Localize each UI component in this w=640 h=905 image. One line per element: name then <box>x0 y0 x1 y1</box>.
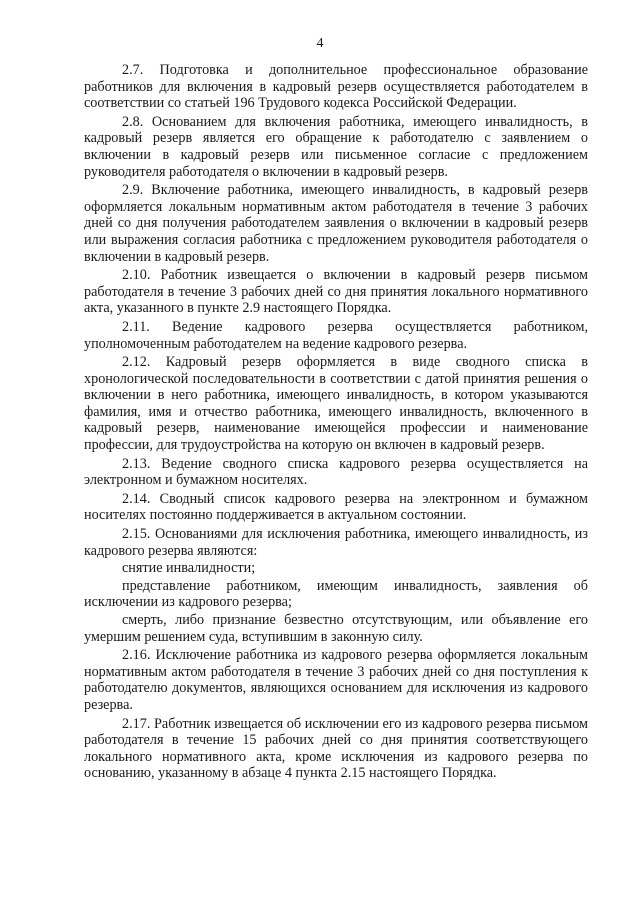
paragraph-2-10: 2.10. Работник извещается о включении в кадровый резерв письмом работодателя в течение 3 рабочих дней со дня принятия локального нормативного акта, указанного в пункте 2.9 настоящего Порядка. <box>84 267 588 317</box>
paragraph-2-12: 2.12. Кадровый резерв оформляется в виде сводного списка в хронологической последовательности в соответствии с датой принятия решения о включении в него работника, имеющего инвалидность, в котором указываются фамилия, имя и отчество работника, имеющего инвалидность, включенного в кадровый резерв, наименование имеющейся профессии и наименование профессии, для трудоустройства на которую он включен в кадровый резерв. <box>84 354 588 454</box>
paragraph-2-11: 2.11. Ведение кадрового резерва осуществляется работником, уполномоченным работодателем на ведение кадрового резерва. <box>84 318 588 352</box>
paragraph-2-15-item-2: представление работником, имеющим инвалидность, заявления об исключении из кадрового резерва; <box>84 577 588 611</box>
paragraph-2-7: 2.7. Подготовка и дополнительное профессиональное образование работников для включения в кадровый резерв осуществляется работодателем в соответствии со статьей 196 Трудового кодекса Российской Федерации. <box>84 62 588 112</box>
paragraph-2-15-item-1: снятие инвалидности; <box>122 560 256 577</box>
paragraph-2-15: 2.15. Основаниями для исключения работника, имеющего инвалидность, из кадрового резерва являются: <box>84 526 588 559</box>
paragraph-2-14: 2.14. Сводный список кадрового резерва на электронном и бумажном носителях постоянно поддерживается в актуальном состоянии. <box>84 490 588 524</box>
paragraph-2-17: 2.17. Работник извещается об исключении его из кадрового резерва письмом работодателя в течение 15 рабочих дней со дня принятия соответствующего локального нормативного акта, кроме исключения из кадрового резерва по основанию, указанному в абзаце 4 пункта 2.15 настоящего Порядка. <box>84 715 588 782</box>
page-number: 4 <box>316 36 324 51</box>
paragraph-2-9: 2.9. Включение работника, имеющего инвалидность, в кадровый резерв оформляется локальным нормативным актом работодателя в течение 3 рабочих дней со дня получения работодателем заявления о включении в кадровый резерв или выражения согласия работника с предложением руководителя работодателя о включении в кадровый резерв. <box>84 182 588 265</box>
paragraph-2-16: 2.16. Исключение работника из кадрового резерва оформляется локальным нормативным актом работодателя в течение 3 рабочих дней со дня поступления к работодателю документов, являющихся основанием для исключения из кадрового резерва. <box>84 647 588 713</box>
paragraph-2-13: 2.13. Ведение сводного списка кадрового резерва осуществляется на электронном и бумажном носителях. <box>84 455 588 489</box>
paragraph-2-15-item-3: смерть, либо признание безвестно отсутствующим, или объявление его умершим решением суда, вступившим в законную силу. <box>84 612 588 645</box>
paragraph-2-8: 2.8. Основанием для включения работника, имеющего инвалидность, в кадровый резерв является его обращение к работодателю с заявлением о включении в кадровый резерв или письменное согласие с предложением руководителя работодателя о включении в кадровый резерв. <box>84 113 588 180</box>
document-body <box>84 62 588 784</box>
